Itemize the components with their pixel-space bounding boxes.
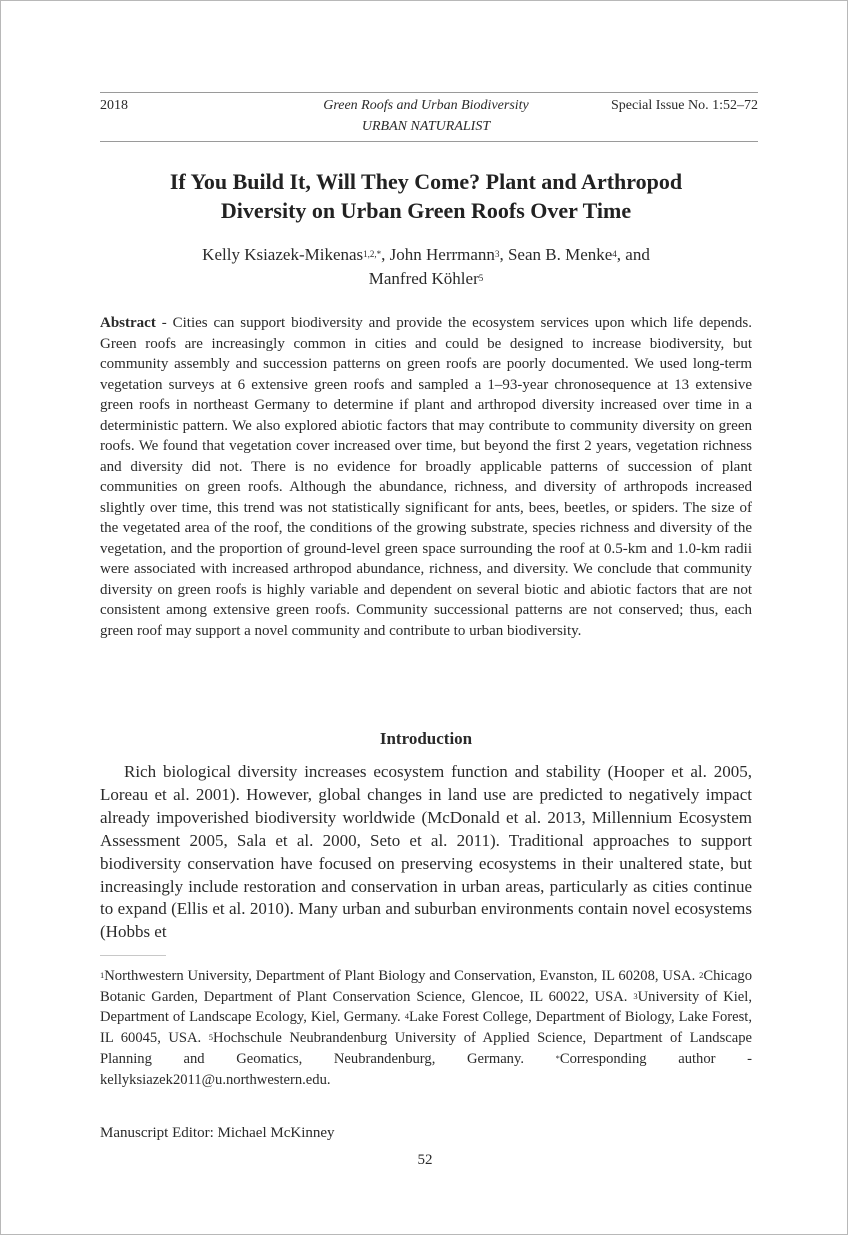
footnote-mark: 2	[699, 970, 704, 980]
author-list	[100, 243, 752, 291]
author-affiliation-mark: 3	[494, 249, 500, 259]
footnote-mark: 5	[208, 1032, 213, 1043]
abstract-label: Abstract	[100, 315, 156, 331]
footnote-text: Chicago Botanic Garden, Department of Plant Conservation Science, Glencoe, IL 60022, USA.	[100, 968, 752, 1005]
author-affiliation-mark: 4	[612, 249, 617, 259]
header-year: 2018	[100, 98, 128, 113]
footnote-mark: 3	[633, 990, 638, 1001]
footnote-text: Lake Forest College, Department of Biology, Lake Forest, IL 60045, USA.	[100, 1009, 752, 1047]
header-series: Green Roofs and Urban Biodiversity	[323, 98, 529, 113]
section-heading-introduction: Introduction	[379, 729, 473, 748]
authors-line-1	[100, 243, 752, 267]
page-number: 52	[417, 1152, 433, 1168]
footnote-mark: 4	[404, 1011, 409, 1022]
footnote-text: Hochschule Neubrandenburg University of Applied Science, Department of Landscape Planning and Geomatics, Neubrandenburg, Germany.	[100, 1030, 752, 1067]
author-name: , Sean B. Menke	[499, 245, 613, 264]
title-line-2: Diversity on Urban Green Roofs Over Time	[220, 198, 632, 223]
header-rule-bottom	[100, 141, 758, 142]
header-rule-top	[100, 92, 758, 93]
manuscript-editor: Manuscript Editor: Michael McKinney	[100, 1125, 335, 1141]
footnote-text: University of Kiel, Department of Landscape Ecology, Kiel, Germany.	[100, 988, 752, 1026]
paper-title	[100, 167, 752, 225]
footnote-mark: 1	[100, 970, 105, 980]
abstract-text: - Cities can support biodiversity and provide the ecosystem services upon which life depends. Green roofs are increasingly common in cities and could be designed to increase biodiversity, but community assembly and succession patterns on green roofs are poorly documented. We used long-term vegetation surveys at 6 extensive green roofs and sampled a 1–93-year chronosequence at 13 extensive green roofs in northeast Germany to determine if plant and arthropod diversity increased over time in a deterministic pattern. We also explored abiotic factors that may contribute to community diversity on green roofs. We found that vegetation cover increased over time, but beyond the first 2 years, vegetation richness and diversity did not. There is no evidence for broadly applicable patterns of succession of plant communities on green roofs. Although the abundance, richness, and diversity of arthropods increased slightly over time, this trend was not statistically significant for ants, bees, beetles, or spiders. The size of the vegetated area of the roof, the conditions of the growing substrate, species richness and diversity of the vegetation, and the proportion of ground-level green space surrounding the roof at 0.5-km and 1.0-km radii were associated with increased arthropod abundance, richness, and diversity. We conclude that community diversity on green roofs is highly variable and dependent on several biotic and abiotic factors that are not consistent among extensive green roofs. Community successional patterns are not conserved; thus, each green roof may support a novel community and contribute to urban biodiversity.	[100, 315, 752, 639]
author-name: , John Herrmann	[381, 245, 495, 264]
affiliations-footnote	[100, 966, 752, 1090]
author-conjunction: , and	[616, 245, 650, 264]
authors-line-2	[100, 267, 752, 291]
footnote-separator	[100, 955, 166, 956]
author-name: Kelly Ksiazek-Mikenas	[202, 245, 364, 264]
title-line-1: If You Build It, Will They Come? Plant and Arthropod	[169, 169, 683, 194]
author-name: Manfred Köhler	[368, 269, 479, 288]
header-journal: URBAN NATURALIST	[361, 119, 491, 134]
header-issue: Special Issue No. 1:52–72	[611, 98, 758, 113]
author-affiliation-mark: 1,2,*	[363, 249, 382, 259]
abstract	[100, 313, 752, 641]
footnote-text: Northwestern University, Department of Plant Biology and Conservation, Evanston, IL 60208, USA.	[104, 968, 700, 984]
author-affiliation-mark: 5	[478, 273, 484, 283]
introduction-paragraph: Rich biological diversity increases ecosystem function and stability (Hooper et al. 2005, Loreau et al. 2001). However, global changes in land use are predicted to negatively impact already impoverished biodiversity worldwide (McDonald et al. 2013, Millennium Ecosystem Assessment 2005, Sala et al. 2000, Seto et al. 2011). Traditional approaches to support biodiversity conservation have focused on preserving ecosystems in their unaltered state, but increasingly include restoration and conservation in urban areas, particularly as cities continue to expand (Ellis et al. 2010). Many urban and suburban environments contain novel ecosystems (Hobbs et	[100, 762, 752, 942]
footnote-text: Corresponding author - kellyksiazek2011@u.northwestern.edu.	[100, 1050, 752, 1088]
footnote-mark: *	[555, 1052, 560, 1063]
